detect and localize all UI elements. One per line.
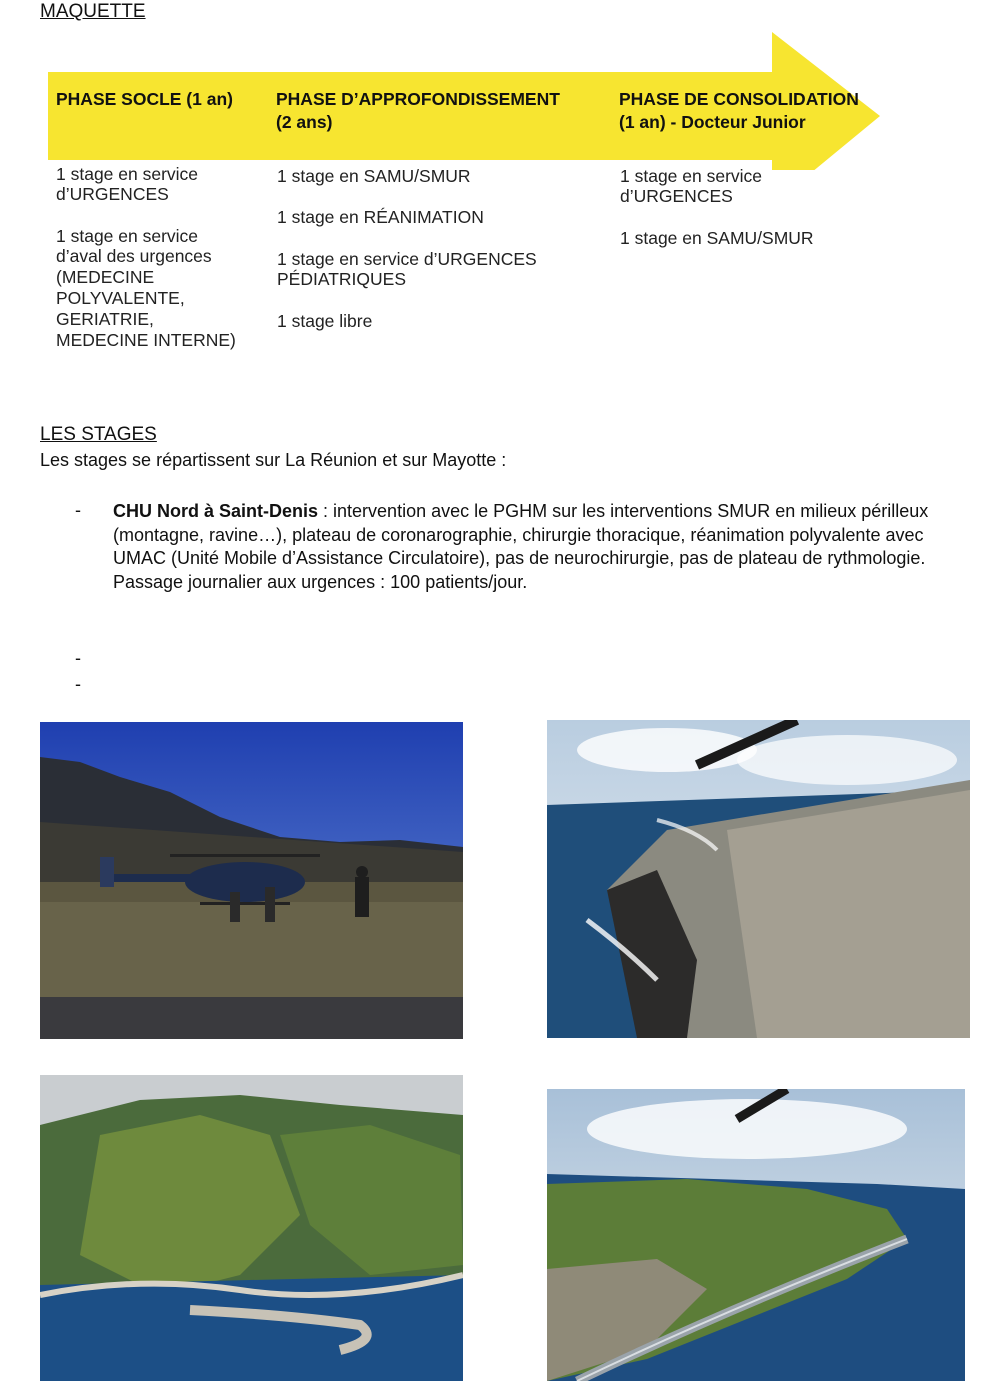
phase-socle-stage-line: 1 stage en service <box>56 226 199 246</box>
phase-approfondissement-stage-line: 1 stage en SAMU/SMUR <box>277 166 471 186</box>
bullet-dash: - <box>75 648 81 668</box>
bullet-text: : intervention avec le PGHM sur les interventions SMUR en milieux périlleux (montagne, ravine…), plateau de coronarographie, chirurgie thoracique, réanimation polyvalente avec UMAC (Unité Mobile d’Assistance Circulatoire), pas de neurochirurgie, pas de plateau de rythmologie. <box>113 501 929 568</box>
bullet-title: CHU Nord à Saint-Denis <box>113 501 319 521</box>
helicopter-landing-photo <box>40 722 463 1039</box>
stages-heading: LES STAGES <box>40 424 157 445</box>
aerial-mountain-coast-photo <box>40 1075 463 1381</box>
aerial-coastal-road-photo <box>547 1089 965 1381</box>
bullet-dash: - <box>75 500 81 520</box>
bullet-extra: Passage journalier aux urgences : 100 patients/jour. <box>113 571 528 592</box>
phase-socle-stage-line: d’aval des urgences <box>56 246 212 266</box>
phase-socle-stage-line: MEDECINE INTERNE) <box>56 330 236 350</box>
phase-approfondissement-stage-line: 1 stage libre <box>277 311 373 331</box>
phase-approfondissement-stage-line: 1 stage en service d’URGENCES <box>277 249 537 269</box>
phase-socle-stage-line: 1 stage en service <box>56 164 199 184</box>
phase-consolidation-stage-line: d’URGENCES <box>620 186 733 206</box>
phase-approfondissement-duration: (2 ans) <box>276 112 333 132</box>
phase-socle-stage-line: GERIATRIE, <box>56 309 154 329</box>
phase-socle-stage-line: d’URGENCES <box>56 184 169 204</box>
phase-consolidation-title: PHASE DE CONSOLIDATION <box>619 89 859 109</box>
phase-approfondissement-stage-line: PÉDIATRIQUES <box>277 269 407 289</box>
bullet-chu-nord <box>113 500 973 594</box>
stages-intro: Les stages se répartissent sur La Réunion et sur Mayotte : <box>40 450 507 470</box>
phase-socle-stage-line: (MEDECINE <box>56 267 155 287</box>
phase-consolidation-duration: (1 an) - Docteur Junior <box>619 112 806 132</box>
phase-socle-stage-line: POLYVALENTE, <box>56 288 185 308</box>
phase-consolidation-stage-line: 1 stage en service <box>620 166 763 186</box>
phase-approfondissement-title: PHASE D’APPROFONDISSEMENT <box>276 89 560 109</box>
phase-consolidation-stage-line: 1 stage en SAMU/SMUR <box>620 228 814 248</box>
phase-socle-title: PHASE SOCLE (1 an) <box>56 89 233 109</box>
maquette-heading: MAQUETTE <box>40 1 146 22</box>
aerial-coast-town-photo <box>547 720 970 1038</box>
bullet-dash: - <box>75 674 81 694</box>
phase-approfondissement-stage-line: 1 stage en RÉANIMATION <box>277 207 484 227</box>
phase-arrow <box>0 0 984 170</box>
